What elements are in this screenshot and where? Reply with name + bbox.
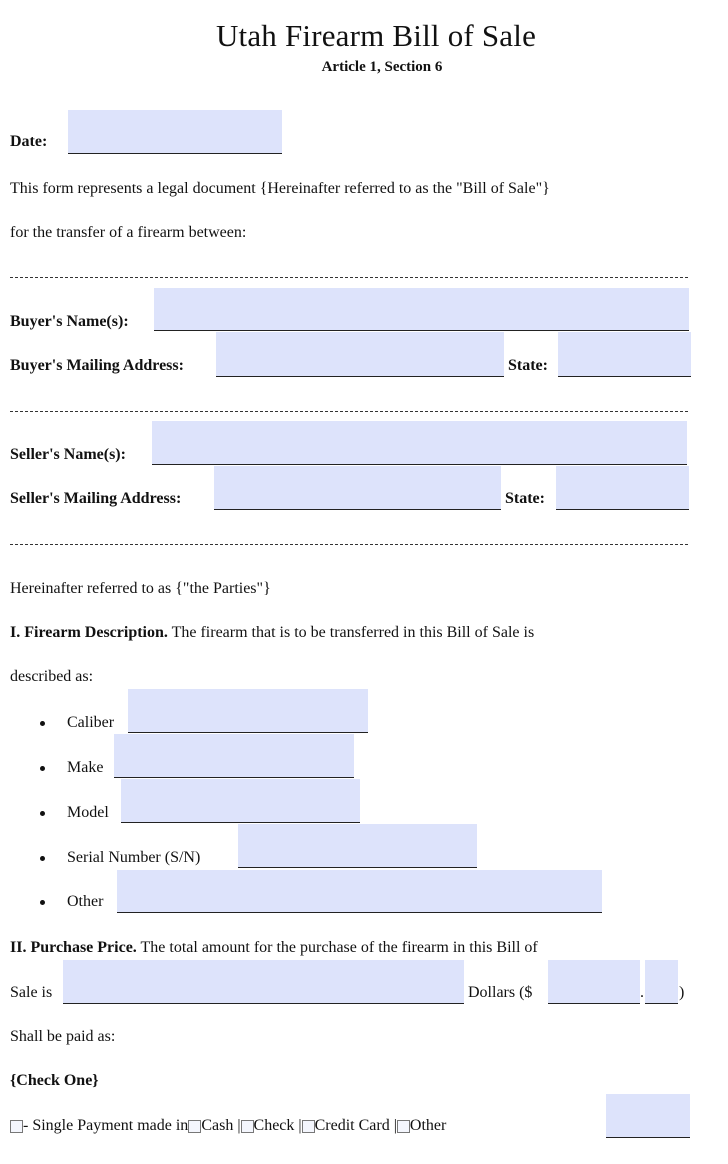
- single-payment-label: - Single Payment made in: [23, 1117, 189, 1134]
- paid-as-label: Shall be paid as:: [10, 1028, 116, 1045]
- caliber-field[interactable]: [128, 689, 368, 733]
- intro-line-2: for the transfer of a firearm between:: [10, 224, 247, 241]
- intro-line-1: This form represents a legal document {Hereinafter referred to as the "Bill of Sale"}: [10, 180, 550, 197]
- dollars-label: Dollars ($: [468, 984, 533, 1001]
- bullet: [40, 811, 45, 816]
- buyer-name-label: Buyer's Name(s):: [10, 313, 129, 330]
- close-paren: ): [679, 984, 685, 1001]
- date-label: Date:: [10, 133, 48, 150]
- section-2-heading: II. Purchase Price.: [10, 939, 137, 956]
- bullet: [40, 900, 45, 905]
- bullet: [40, 721, 45, 726]
- other-field[interactable]: [117, 870, 602, 913]
- seller-state-field[interactable]: [556, 466, 689, 510]
- make-field[interactable]: [114, 734, 354, 778]
- document-subtitle: Article 1, Section 6: [321, 59, 443, 75]
- section-2-line: [10, 939, 538, 957]
- serial-number-label: Serial Number (S/N): [67, 849, 201, 866]
- seller-address-label: Seller's Mailing Address:: [10, 490, 182, 507]
- credit-card-label: Credit Card |: [314, 1117, 397, 1134]
- bullet: [40, 766, 45, 771]
- model-field[interactable]: [121, 779, 360, 823]
- cents-amount-field[interactable]: [645, 960, 678, 1004]
- cash-label: Cash |: [201, 1117, 241, 1134]
- make-label: Make: [67, 759, 104, 776]
- check-one-label: {Check One}: [10, 1072, 99, 1089]
- buyer-name-field[interactable]: [154, 288, 689, 331]
- seller-name-field[interactable]: [152, 421, 687, 465]
- credit-card-checkbox[interactable]: [302, 1120, 315, 1133]
- buyer-state-field[interactable]: [558, 332, 691, 377]
- document-title: Utah Firearm Bill of Sale: [215, 18, 537, 53]
- check-checkbox[interactable]: [241, 1120, 254, 1133]
- section-1-text: The firearm that is to be transferred in this Bill of Sale is: [167, 624, 535, 641]
- single-payment-checkbox[interactable]: [10, 1120, 23, 1133]
- date-field[interactable]: [68, 110, 282, 154]
- parties-text: Hereinafter referred to as {"the Parties"}: [10, 580, 271, 597]
- decimal-point: .: [640, 984, 644, 1001]
- sale-is-label: Sale is: [10, 984, 53, 1001]
- model-label: Model: [67, 804, 109, 821]
- seller-address-field[interactable]: [214, 466, 501, 510]
- serial-number-field[interactable]: [238, 824, 477, 868]
- check-label: Check |: [253, 1117, 302, 1134]
- seller-state-label: State:: [505, 490, 545, 507]
- other-payment-checkbox[interactable]: [397, 1120, 410, 1133]
- divider: [10, 411, 688, 412]
- dollars-amount-field[interactable]: [548, 960, 640, 1004]
- section-1-heading: I. Firearm Description.: [10, 624, 168, 641]
- seller-name-label: Seller's Name(s):: [10, 446, 126, 463]
- divider: [10, 277, 688, 278]
- buyer-address-label: Buyer's Mailing Address:: [10, 357, 184, 374]
- section-1-line: [10, 624, 534, 642]
- other-payment-field[interactable]: [606, 1094, 690, 1138]
- other-payment-label: Other: [409, 1117, 447, 1134]
- divider: [10, 544, 688, 545]
- caliber-label: Caliber: [67, 714, 115, 731]
- section-2-text: The total amount for the purchase of the firearm in this Bill of: [136, 939, 538, 956]
- other-label: Other: [67, 893, 104, 910]
- section-1-text-2: described as:: [10, 668, 94, 685]
- amount-words-field[interactable]: [63, 960, 464, 1004]
- payment-options-line: [10, 1117, 446, 1135]
- buyer-state-label: State:: [508, 357, 548, 374]
- buyer-address-field[interactable]: [216, 332, 504, 377]
- bullet: [40, 856, 45, 861]
- cash-checkbox[interactable]: [188, 1120, 201, 1133]
